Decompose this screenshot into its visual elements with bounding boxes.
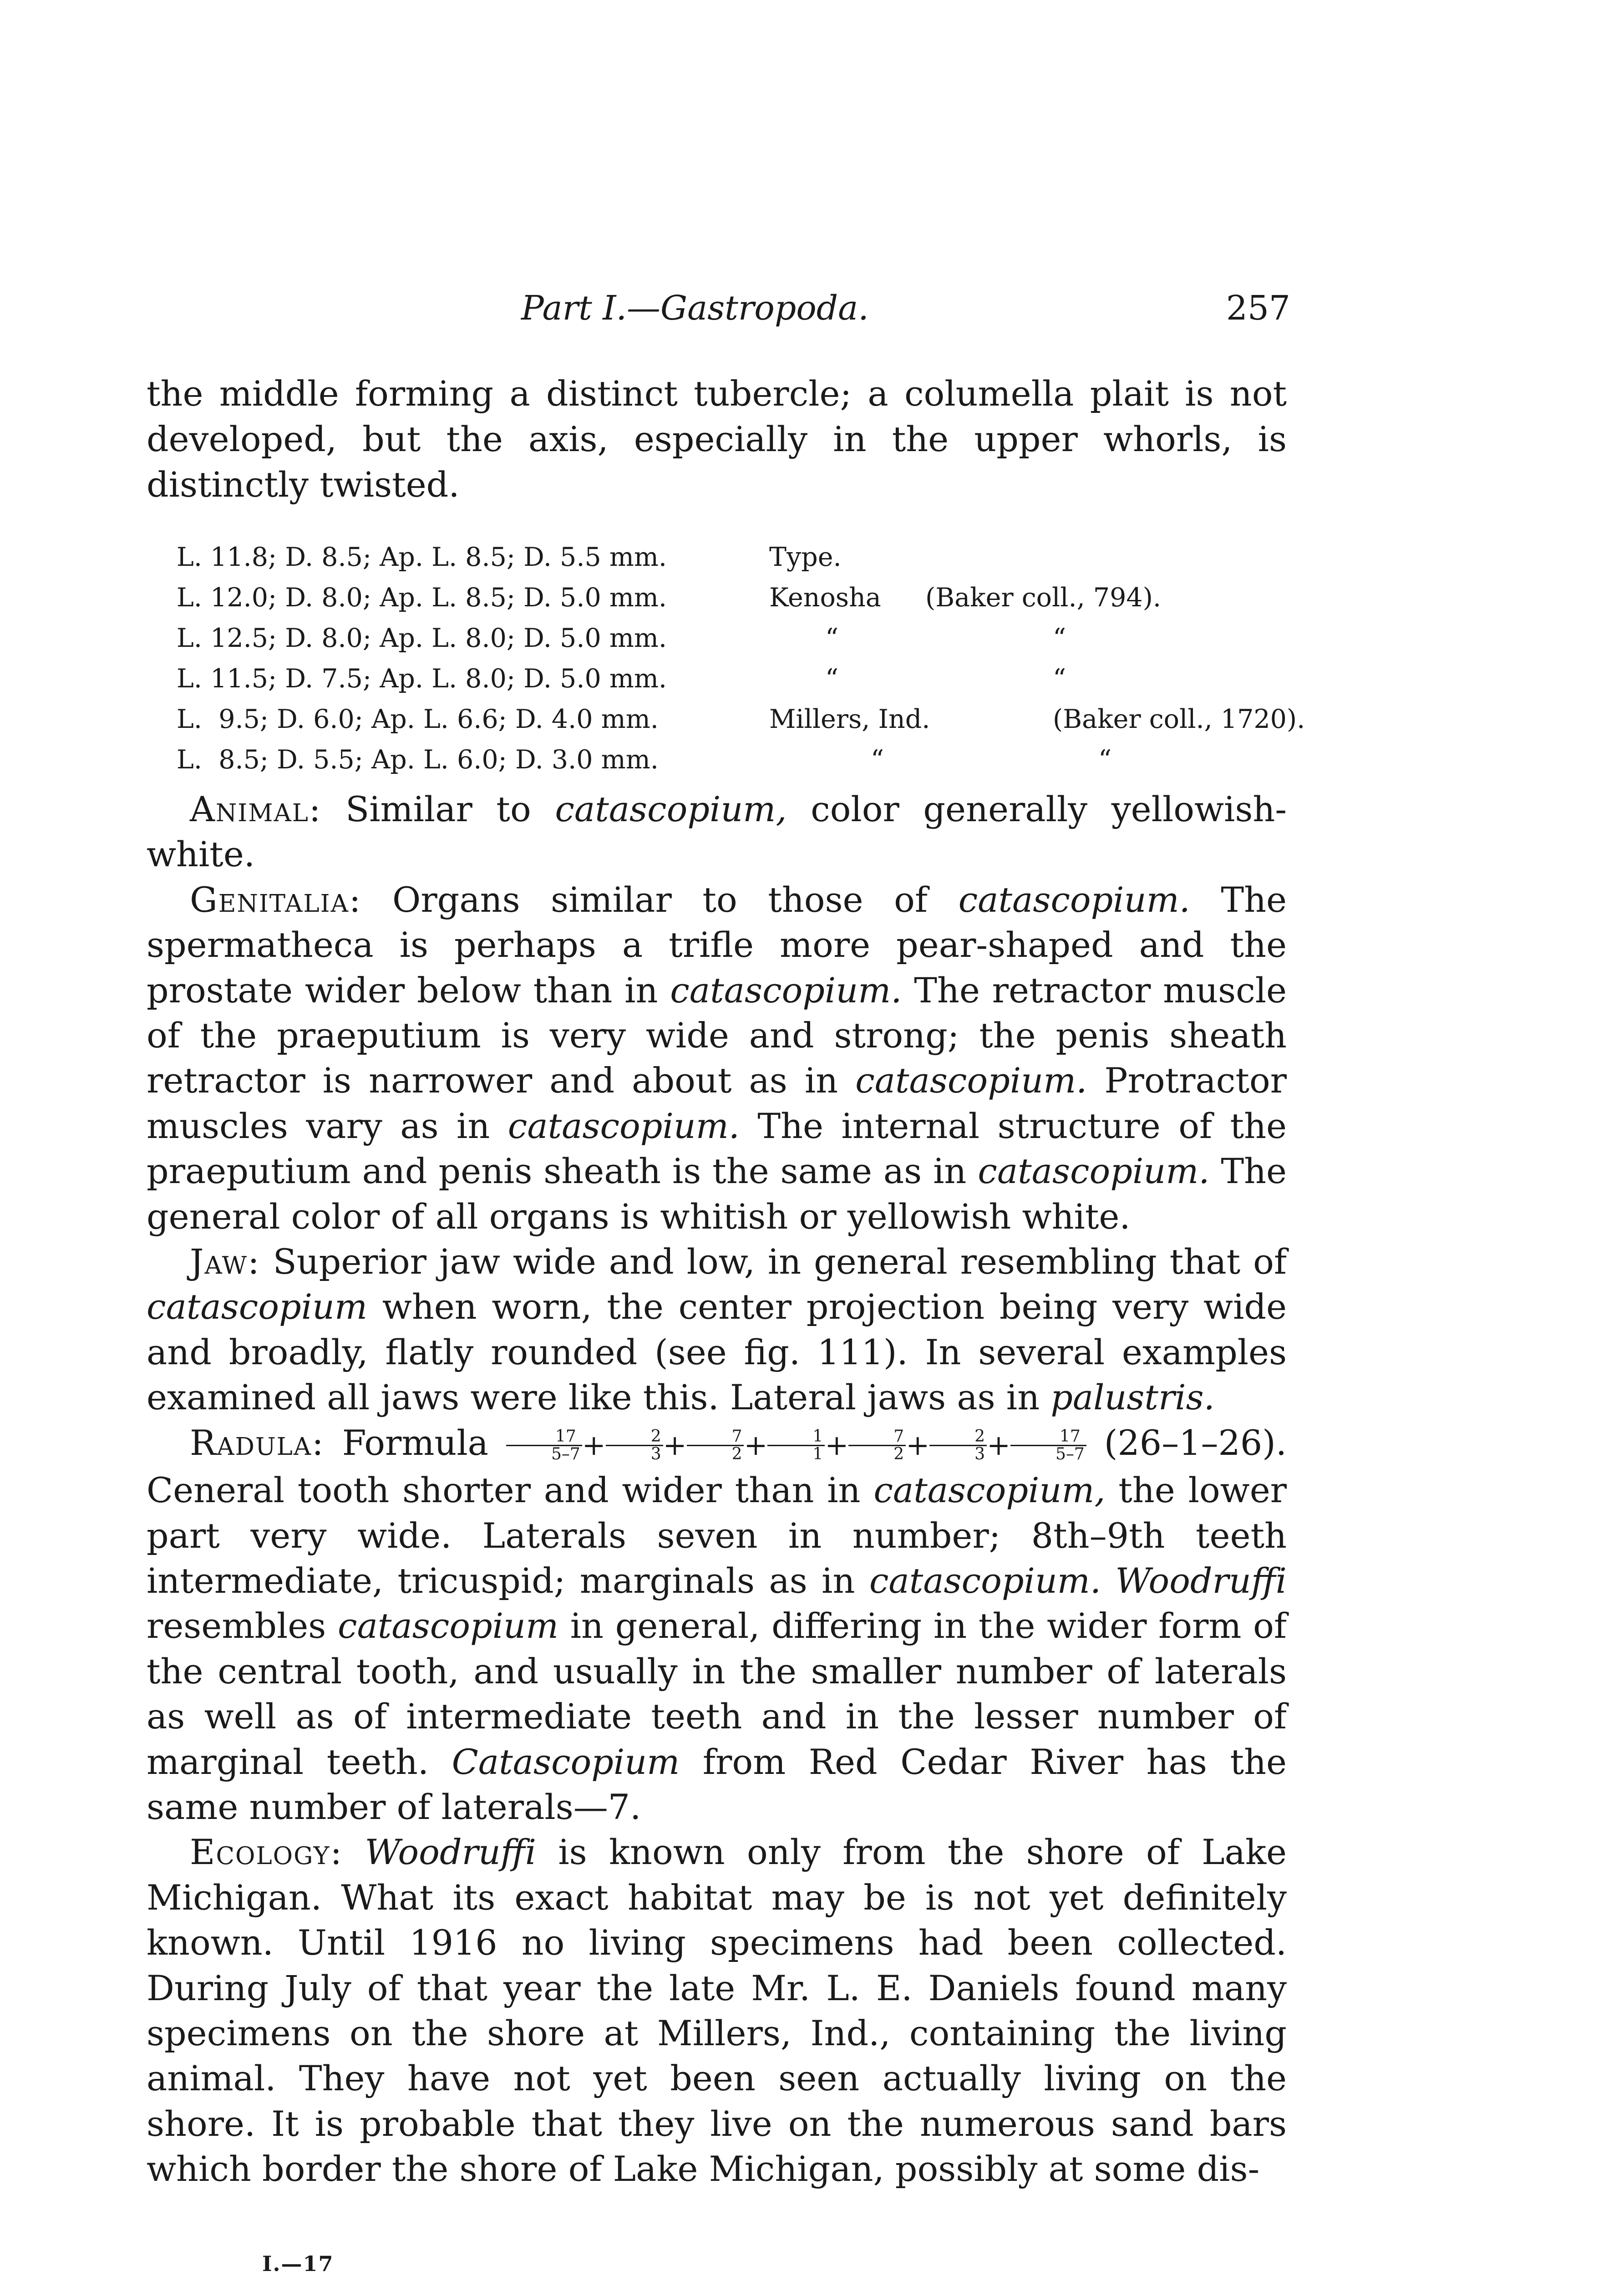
radula-fraction (848, 1428, 906, 1463)
measurement-value: L. 11.5; D. 7.5; Ap. L. 8.0; D. 5.0 mm. (177, 664, 667, 694)
text-run (1101, 1560, 1115, 1601)
fraction-numerator: 2 (606, 1428, 663, 1446)
italic-term: catascopium. (508, 1105, 740, 1146)
page-number: 257 (1226, 289, 1290, 328)
radula-fraction (929, 1428, 987, 1463)
fraction-numerator: 1 (767, 1428, 825, 1446)
signature-mark: I.—17 (262, 2251, 334, 2276)
italic-term: catascopium. (958, 879, 1190, 920)
text-run: Similar to (321, 789, 555, 829)
section-label: Radula: (190, 1422, 325, 1463)
italic-term: catascopium (147, 1286, 368, 1327)
plus-sign: + (582, 1428, 606, 1462)
measurement-value: L. 12.0; D. 8.0; Ap. L. 8.5; D. 5.0 mm. (177, 583, 667, 613)
section-label: Genitalia: (190, 879, 362, 920)
body-text (147, 787, 1287, 2192)
text-run: The general color of all organs is whitish or yellowish white. (147, 1151, 1287, 1237)
fraction-numerator: 2 (929, 1428, 987, 1446)
text-run: in general, differing in the wider form of the central tooth, and usually in the smaller number of laterals as well as of intermediate teeth and in the lesser number of marginal teeth. (147, 1605, 1287, 1782)
text-run: The spermatheca is perhaps a trifle more pear-shaped and the prostate wider below than in (147, 879, 1287, 1011)
italic-term: Woodruffi (1115, 1560, 1287, 1601)
measurement-collection: (Baker coll., 794). (925, 583, 1161, 613)
text-run: The internal structure of the praeputium and penis sheath is the same as in (147, 1105, 1287, 1192)
measurement-value: L. 9.5; D. 6.0; Ap. L. 6.6; D. 4.0 mm. (177, 704, 659, 734)
radula-paragraph (147, 1420, 1287, 1830)
fraction-denominator: 5–7 (551, 1445, 580, 1464)
fraction-denominator: 2 (731, 1445, 742, 1464)
text-run: (26–1–26). Ceneral tooth shorter and wider than in (147, 1422, 1287, 1511)
measurement-locality: Type. (769, 542, 842, 572)
italic-term: catascopium. (670, 970, 902, 1011)
fraction-numerator: 7 (687, 1428, 744, 1446)
intro-paragraph: the middle forming a distinct tubercle; a columella plait is not developed, but the axis, especially in the upper whorls, is distinctly twisted. (147, 373, 1287, 505)
text-run: Protractor muscles vary as in (147, 1060, 1287, 1146)
fraction-denominator: 1 (812, 1445, 823, 1464)
plus-sign: + (825, 1428, 849, 1462)
ditto-mark: “ (825, 623, 839, 653)
section-label: Ecology: (190, 1832, 343, 1873)
running-title: Part I.—Gastropoda. (521, 289, 869, 328)
radula-fraction (1010, 1428, 1086, 1463)
fraction-denominator: 3 (650, 1445, 661, 1464)
text-run: the lower part very wide. Laterals seven in number; 8th–9th teeth intermediate, tricuspid; marginals as in (147, 1470, 1287, 1601)
radula-fraction (506, 1428, 582, 1463)
measurement-locality: Kenosha (769, 583, 881, 613)
italic-term: Catascopium (452, 1741, 680, 1782)
fraction-denominator: 3 (974, 1445, 985, 1464)
genitalia-paragraph (147, 877, 1287, 1239)
ditto-mark: “ (825, 664, 839, 694)
measurement-value: L. 8.5; D. 5.5; Ap. L. 6.0; D. 3.0 mm. (177, 745, 659, 775)
text-run: resembles (147, 1605, 338, 1646)
page-header (521, 283, 1290, 333)
fraction-numerator: 17 (506, 1428, 582, 1446)
radula-fraction (687, 1428, 744, 1463)
radula-fraction (606, 1428, 663, 1463)
italic-term: catascopium, (555, 789, 787, 829)
text-run: Organs similar to those of (361, 879, 959, 920)
italic-term: catascopium. (978, 1151, 1210, 1192)
italic-term: Woodruffi (365, 1832, 537, 1873)
text-run: Superior jaw wide and low, in general resembling that of (260, 1241, 1287, 1282)
animal-paragraph (147, 787, 1287, 877)
ditto-mark: “ (1053, 623, 1066, 653)
italic-term: palustris. (1051, 1377, 1215, 1418)
text-run: is known only from the shore of Lake Michigan. What its exact habitat may be is not yet definitely known. Until 1916 no living specimens had been collected. During July of that year the late Mr. L. E. Daniels found many specimens on the shore at Millers, Ind., containing the living animal. They have not yet been seen actually living on the shore. It is probable that they live on the numerous sand bars which border the shore of Lake Michigan, possibly at some dis- (147, 1832, 1287, 2190)
ditto-mark: “ (1098, 745, 1112, 775)
fraction-denominator: 2 (893, 1445, 904, 1464)
measurement-collection: (Baker coll., 1720). (1053, 704, 1305, 734)
plus-sign: + (744, 1428, 768, 1462)
fraction-numerator: 7 (848, 1428, 906, 1446)
measurement-locality: Millers, Ind. (769, 704, 930, 734)
text-run: color generally yellowish-white. (147, 789, 1287, 875)
measurement-value: L. 12.5; D. 8.0; Ap. L. 8.0; D. 5.0 mm. (177, 623, 667, 653)
measurement-value: L. 11.8; D. 8.5; Ap. L. 8.5; D. 5.5 mm. (177, 542, 667, 572)
plus-sign: + (663, 1428, 687, 1462)
radula-fraction (767, 1428, 825, 1463)
italic-term: catascopium (338, 1605, 559, 1646)
plus-sign: + (906, 1428, 930, 1462)
italic-term: catascopium. (869, 1560, 1101, 1601)
text-run: when worn, the center projection being very wide and broadly, flatly rounded (see fig. 111). In several examples examined all jaws were like this. Lateral jaws as in (147, 1286, 1287, 1418)
plus-sign: + (987, 1428, 1010, 1462)
ditto-mark: “ (1053, 664, 1066, 694)
section-label: Animal: (190, 789, 322, 829)
italic-term: catascopium, (873, 1470, 1106, 1511)
text-run: Formula (324, 1422, 506, 1463)
italic-term: catascopium. (855, 1060, 1087, 1101)
fraction-denominator: 5–7 (1056, 1445, 1085, 1464)
jaw-paragraph (147, 1239, 1287, 1420)
ecology-paragraph (147, 1829, 1287, 2191)
section-label: Jaw: (190, 1241, 260, 1282)
text-run (343, 1832, 365, 1872)
fraction-numerator: 17 (1010, 1428, 1086, 1446)
text-run: The retractor muscle of the praeputium is very wide and strong; the penis sheath retractor is narrower and about as in (147, 970, 1287, 1101)
text-run: from Red Cedar River has the same number of laterals—7. (147, 1741, 1287, 1827)
ditto-mark: “ (871, 745, 884, 775)
